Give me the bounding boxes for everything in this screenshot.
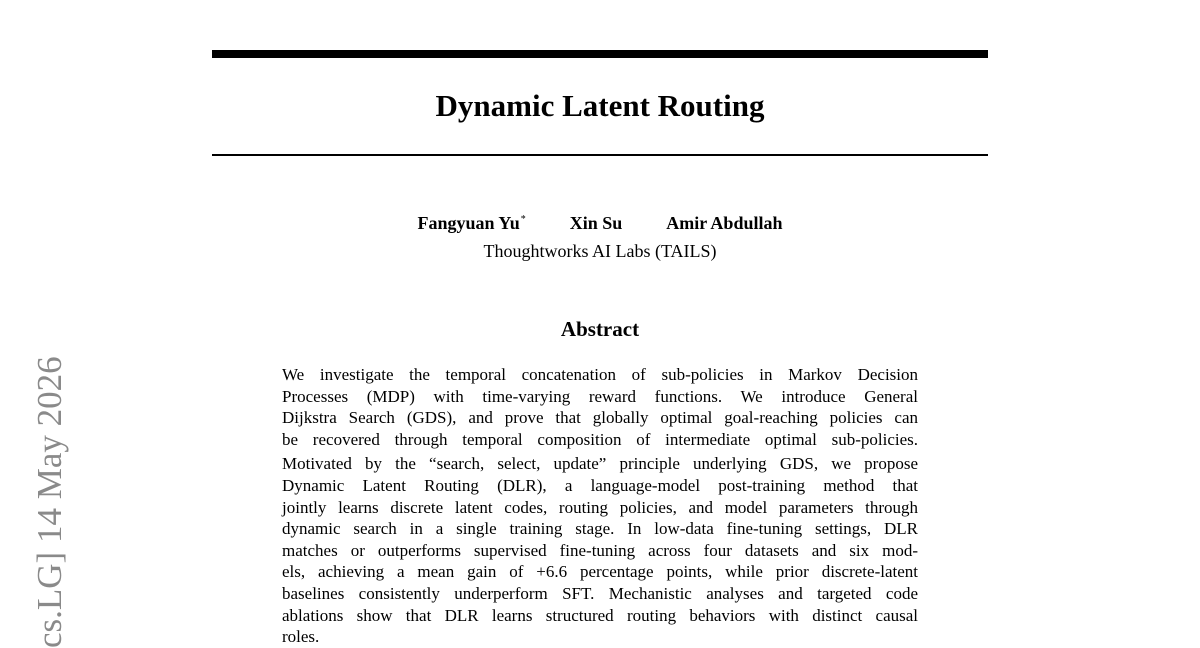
abstract-body	[282, 364, 918, 648]
title-top-rule	[212, 50, 988, 58]
abstract-line: be recovered through temporal composition of intermediate optimal sub-policies.	[282, 429, 918, 449]
author-name: Fangyuan Yu	[417, 213, 520, 233]
author-3	[666, 211, 782, 235]
arxiv-side-stamp: cs.LG] 14 May 2026	[30, 356, 69, 648]
abstract-paragraph-1	[282, 364, 918, 450]
abstract-line: Dynamic Latent Routing (DLR), a language-model post-training method that	[282, 475, 918, 495]
abstract-paragraph-2	[282, 453, 918, 647]
author-name: Amir Abdullah	[666, 213, 783, 233]
abstract-line: Processes (MDP) with time-varying reward functions. We introduce General	[282, 386, 918, 406]
abstract-line: baselines consistently underperform SFT. Mechanistic analyses and targeted code	[282, 583, 918, 603]
abstract-line: els, achieving a mean gain of +6.6 percentage points, while prior discrete-latent	[282, 562, 918, 582]
abstract-line: ablations show that DLR learns structured routing behaviors with distinct causal	[282, 605, 918, 625]
author-1	[418, 208, 526, 235]
abstract-line: Dijkstra Search (GDS), and prove that globally optimal goal-reaching policies can	[282, 408, 918, 428]
abstract-line: jointly learns discrete latent codes, routing policies, and model parameters through	[282, 497, 918, 517]
paper-title: Dynamic Latent Routing	[435, 88, 765, 123]
abstract-line: roles.	[282, 627, 320, 647]
abstract-line: Motivated by the “search, select, update” principle underlying GDS, we propose	[282, 454, 918, 474]
author-list	[212, 208, 988, 235]
abstract-heading: Abstract	[560, 317, 640, 341]
title-bottom-rule	[212, 154, 988, 156]
abstract-line: matches or outperforms supervised fine-tuning across four datasets and six mod-	[282, 540, 918, 560]
author-footnote-mark: *	[520, 214, 526, 225]
affiliation: Thoughtworks AI Labs (TAILS)	[483, 241, 717, 261]
abstract-line: dynamic search in a single training stage. In low-data fine-tuning settings, DLR	[282, 519, 918, 539]
author-name: Xin Su	[569, 213, 623, 233]
abstract-line: We investigate the temporal concatenation of sub-policies in Markov Decision	[282, 365, 918, 384]
author-2	[570, 211, 623, 235]
